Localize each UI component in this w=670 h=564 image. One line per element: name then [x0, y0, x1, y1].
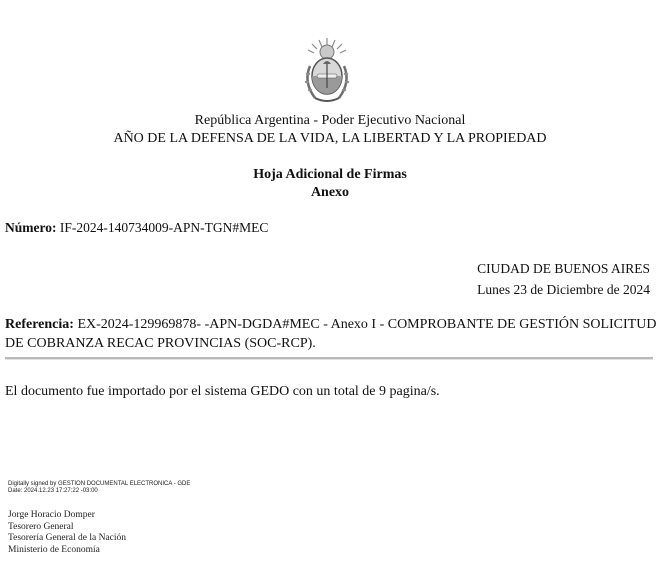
document-number-label: Número: [5, 220, 57, 235]
digital-signature-stamp [8, 481, 190, 495]
digital-signature-signer: Digitally signed by GESTION DOCUMENTAL ELECTRONICA - GDE [8, 481, 191, 487]
signer-name: Jorge Horacio Domper [8, 510, 95, 520]
signer-role: Tesorero General [8, 521, 74, 532]
date-label: Lunes 23 de Diciembre de 2024 [477, 282, 650, 297]
document-subtitle: Anexo [310, 185, 350, 200]
reference-label: Referencia: [5, 317, 74, 332]
year-motto: AÑO DE LA DEFENSA DE LA VIDA, LA LIBERTAD Y LA PROPIEDAD [113, 131, 547, 146]
reference-value: EX-2024-129969878- -APN-DGDA#MEC - Anexo I - COMPROBANTE DE GESTIÓN SOLICITUD DE COBRANZA RECAC PROVINCIAS (SOC-RCP). [5, 317, 657, 351]
signer-ministry: Ministerio de Economía [8, 544, 100, 555]
document-title: Hoja Adicional de Firmas [253, 167, 407, 182]
city-label: CIUDAD DE BUENOS AIRES [477, 261, 650, 276]
import-notice: El documento fue importado por el sistema GEDO con un total de 9 pagina/s. [5, 384, 440, 399]
reference [5, 315, 660, 353]
document-number [5, 220, 268, 236]
argentina-coat-of-arms-icon [301, 36, 353, 108]
digital-signature-date: Date: 2024.12.23 17:27:22 -03:00 [8, 488, 98, 494]
government-header: República Argentina - Poder Ejecutivo Nacional [194, 113, 466, 128]
signer-office: Tesorería General de la Nación [8, 533, 127, 543]
document-number-value: IF-2024-140734009-APN-TGN#MEC [59, 220, 269, 235]
signer-block [8, 510, 126, 556]
section-divider [5, 357, 653, 360]
